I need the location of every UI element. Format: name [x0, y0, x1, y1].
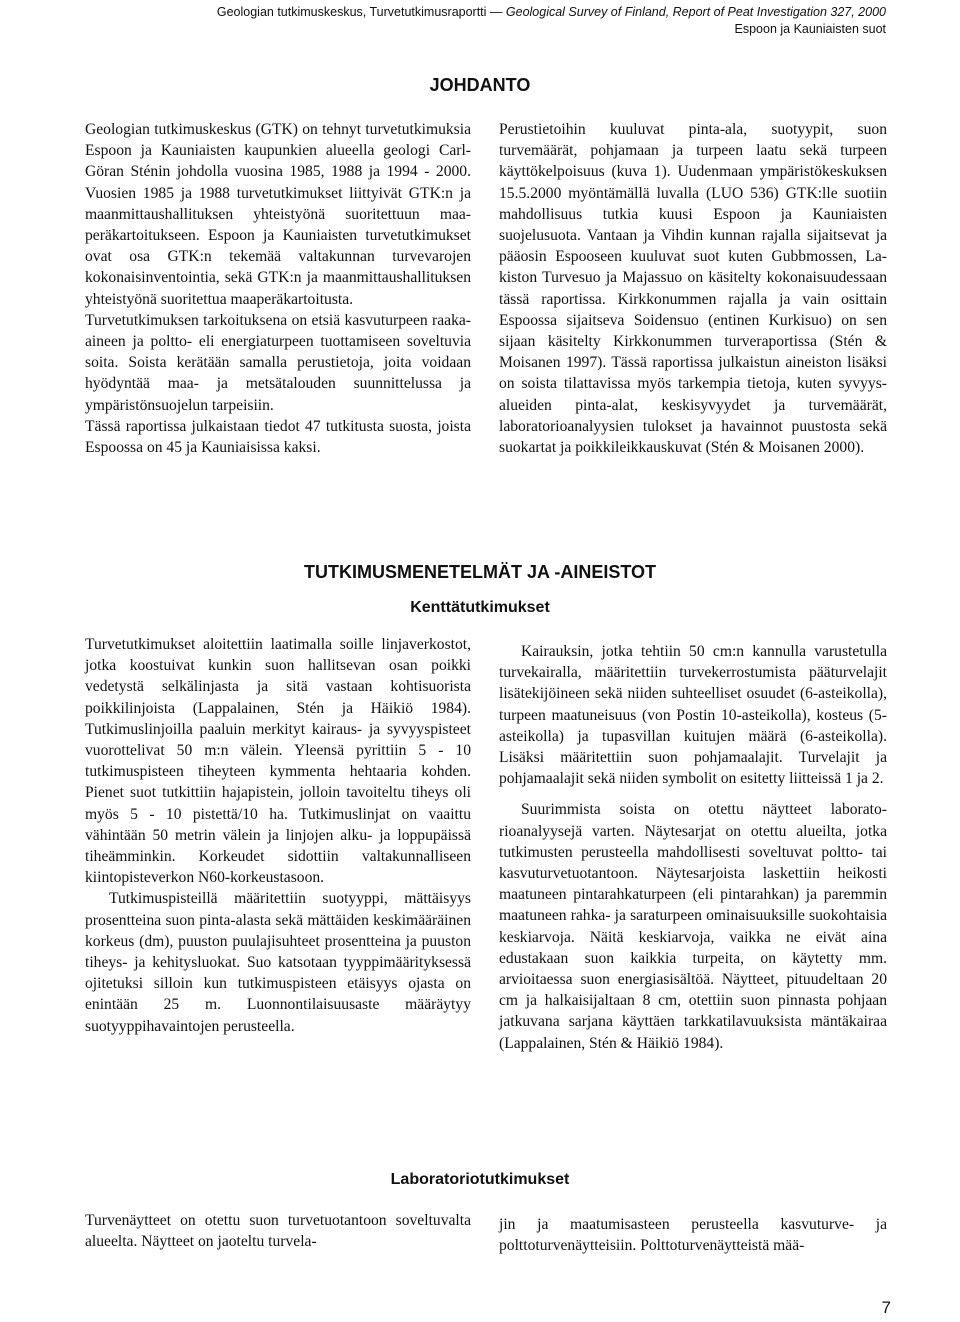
paragraph: Turvetutkimuksen tarkoituksena on etsiä kasvuturpeen raaka-aineen ja poltto- eli energiaturpeen tuottamiseen soveltuvia soita. Soista kerätään samalla perustietoja, joita voidaan hyödyntää maa- ja metsätalouden suunnittelussa ja ympäristönsuojelun tarpeisiin. — [85, 311, 471, 414]
paragraph: Suurimmista soista on otettu näytteet laboratorioanalyysejä varten. Näytesarjat on otettu alueilta, jotka tutkimusten perusteella mahdollisesti soveltuvat poltto- tai kasvuturvetuotantoon. Näytesarjoista laskettiin heikosti maatuneen pintarahkaturpeen (eli pintarahkan) ja paremmin maatuneen rahka- ja saraturpeen ominaisuuksille suokohtaisia keskiarvoja. Näitä keskiarvoja, vaikka ne eivät aina edustakaan suon kaikkia turpeita, on käytetty mm. arvioitaessa suon energiasisältöä. Näytteet, pituudeltaan 20 cm ja halkaisijaltaan 8 cm, otettiin suon pinnasta pohjaan jatkuvana sarjana käyttäen tarkkatilavuuksista mäntäkairaa (Lappalainen, Stén & Häikiö 1984). — [499, 801, 887, 1052]
intro-right-column — [499, 119, 887, 458]
methods-left-column — [85, 634, 471, 1037]
methods-heading: TUTKIMUSMENETELMÄT JA -AINEISTOT — [304, 562, 656, 582]
journal-name-finnish: Geologian tutkimuskeskus, Turvetutkimusraportti — — [216, 5, 506, 19]
running-header — [0, 4, 886, 38]
paragraph: Kairauksin, jotka tehtiin 50 cm:n kannulla varustetulla turvekairalla, määritettiin turvekerrostumista pääturvelajit lisätekijöineen sekä niiden suhteelliset osuudet (6-asteikolla), turpeen maatuneisuus (von Postin 10-asteikolla), kosteus (5-asteikolla) ja tupasvillan kuitujen määrä (6-asteikolla). Lisäksi määritettiin suon pohjamaalajit. Turvelajit ja pohjamaalajit sekä niiden symbolit on esitetty liitteissä 1 ja 2. — [499, 643, 887, 788]
paragraph: Geologian tutkimuskeskus (GTK) on tehnyt turvetutkimuksia Espoon ja Kauniaisten kaupunkien alueella geologi Carl-Göran Sténin johdolla vuosina 1985, 1988 ja 1994 - 2000. Vuosien 1985 ja 1988 turvetutkimukset liittyivät GTK:n ja maanmittaushallituksen yhteistyönä suoritettuun maaperäkartoitukseen. Espoon ja Kauniaisten turvetutkimukset ovat osa GTK:n tekemää valtakunnan turvevarojen kokonaisinventointia, sekä GTK:n ja maanmittaushallituksen yhteistyönä suoritettua maaperäkartoitusta. — [85, 121, 471, 308]
laboratory-research-subheading: Laboratoriotutkimukset — [390, 1171, 570, 1188]
lab-left-column — [85, 1210, 471, 1252]
intro-left-column — [85, 119, 471, 458]
lab-right-column — [499, 1214, 887, 1256]
running-header-line-2: Espoon ja Kauniaisten suot — [734, 22, 886, 36]
paragraph: jin ja maatumisasteen perusteella kasvuturve- ja polttoturvenäytteisiin. Polttoturvenäytteistä mää- — [499, 1216, 887, 1255]
paragraph: Tässä raportissa julkaistaan tiedot 47 tutkitusta suosta, joista Espoossa on 45 ja Kauniaisissa kaksi. — [85, 417, 471, 457]
page-number: 7 — [881, 1298, 891, 1317]
methods-right-column — [499, 641, 887, 1054]
paragraph: Turvetutkimukset aloitettiin laatimalla soille linjaverkostot, jotka koostuivat kunkin suon hallitsevan osan poikki vedetystä selkälinjasta ja sitä vastaan kohtisuorista poikkilinjoista (Lappalainen, Stén ja Häikiö 1984). Tutkimuslinjoilla paaluin merkityt kairaus- ja syvyyspisteet vuorottelivat 50 m:n välein. Yleensä pyrittiin 5 - 10 tutkimuspisteen tiheyteen kymmenta hehtaaria kohden. Pienet suot tutkittiin hajapistein, jolloin tavoiteltu tiheys oli myös 5 - 10 pistettä/10 ha. Tutkimuslinjat on vaaittu vähintään 50 metrin välein ja linjojen alku- ja loppupäissä tiheämminkin. Korkeudet sidottiin valtakunnalliseen kiintopisteverkon N60-korkeustasoon. — [85, 636, 471, 887]
running-header-line-1 — [0, 4, 886, 21]
intro-heading: JOHDANTO — [429, 75, 531, 95]
paragraph: Turvenäytteet on otettu suon turvetuotantoon soveltuvalta alueelta. Näytteet on jaoteltu turvela- — [85, 1212, 471, 1251]
field-research-subheading: Kenttätutkimukset — [410, 599, 550, 616]
paragraph: Tutkimuspisteillä määritettiin suotyyppi, mättäisyys prosentteina suon pinta-alasta sekä mättäiden keskimääräinen korkeus (dm), puuston puulajisuhteet prosentteina ja puuston tiheys- ja kehitysluokat. Suo katsotaan tyyppimäärityksessä ojitetuksi silloin kun tutkimuspisteen etäisyys ojasta on enintään 25 m. Luonnontilaisuusaste määräytyy suotyyppihavaintojen perusteella. — [85, 890, 471, 1035]
journal-name-english: Geological Survey of Finland, Report of Peat Investigation 327, 2000 — [505, 5, 886, 19]
paragraph: Perustietoihin kuuluvat pinta-ala, suotyypit, suon turvemäärät, pohjamaan ja turpeen laatu sekä turpeen käyttökelpoisuus (kuva 1). Uudenmaan ympäristökeskuksen 15.5.2000 myöntämällä luvalla (LUO 536) GTK:lle suotiin mahdollisuus tutkia kuusi Espoon ja Kauniaisten suojelusuota. Vantaan ja Vihdin kunnan rajalla sijaitsevat ja pääosin Espooseen kuuluvat suot kuten Gubbmossen, Lakiston Turvesuo ja Majassuo on käsitelty kokonaisuudessaan tässä raportissa. Kirkkonummen rajalla ja vain osittain Espoossa sijaitseva Soidensuo (entinen Kurkisuo) on sen sijaan käsitelty Kirkkonummen turveraportissa (Stén & Moisanen 1997). Tässä raportissa julkaistun aineiston lisäksi on soista tilattavissa myös tarkempia tietoja, kuten syvyysalueiden pinta-alat, keskisyvyydet ja turvemäärät, laboratorioanalyysien tulokset ja havainnot puustosta sekä suokartat ja poikkileikkauskuvat (Stén & Moisanen 2000). — [499, 121, 887, 457]
